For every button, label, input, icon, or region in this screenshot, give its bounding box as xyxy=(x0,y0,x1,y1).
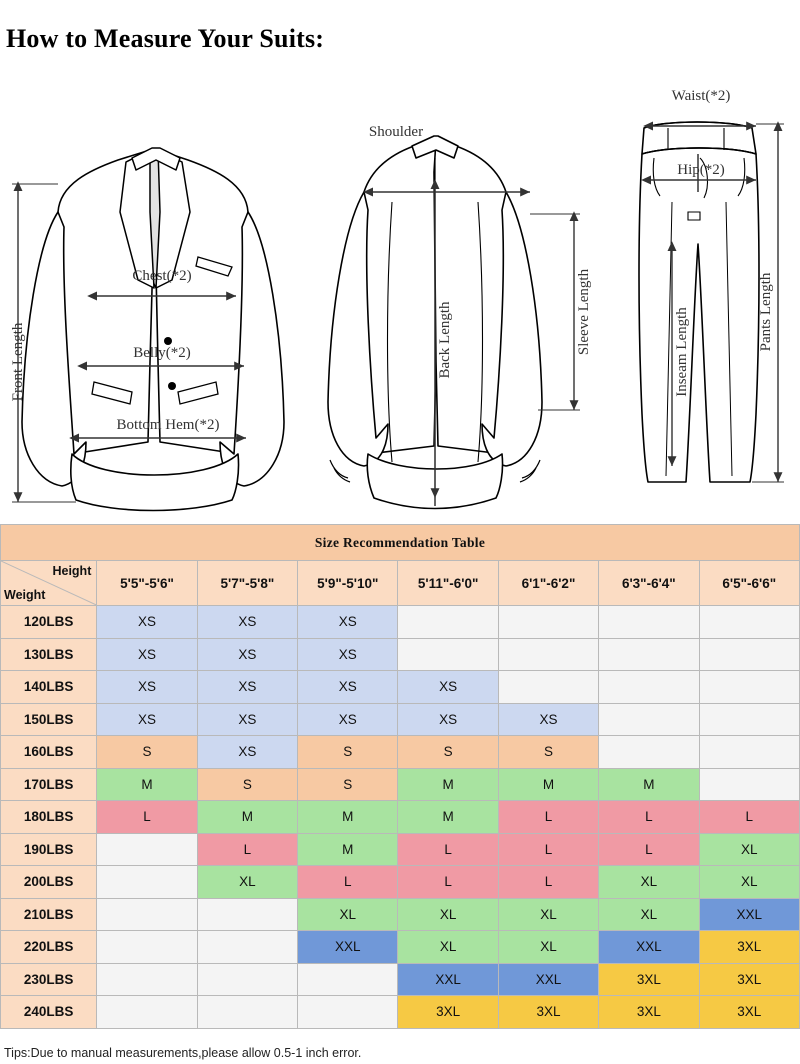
size-cell: XL xyxy=(599,898,699,931)
table-row xyxy=(1,996,800,1029)
label-sleeve-length: Sleeve Length xyxy=(576,268,592,356)
table-row xyxy=(1,768,800,801)
table-row xyxy=(1,638,800,671)
column-header: 6'1"-6'2" xyxy=(498,561,598,606)
table-row xyxy=(1,931,800,964)
tip-text: Tips:Due to manual measurements,please allow 0.5-1 inch error. xyxy=(4,1046,362,1060)
size-cell: S xyxy=(498,736,598,769)
size-cell: XL xyxy=(197,866,297,899)
size-cell: M xyxy=(398,801,498,834)
size-cell: M xyxy=(498,768,598,801)
size-cell: XS xyxy=(197,736,297,769)
row-header-weight: 160LBS xyxy=(1,736,97,769)
column-header: 5'7"-5'8" xyxy=(197,561,297,606)
size-cell: M xyxy=(197,801,297,834)
size-cell: XS xyxy=(197,638,297,671)
size-cell: XS xyxy=(97,606,197,639)
empty-cell xyxy=(599,703,699,736)
label-bottom-hem: Bottom Hem(*2) xyxy=(116,417,220,433)
table-corner-cell xyxy=(1,561,97,606)
empty-cell xyxy=(398,638,498,671)
empty-cell xyxy=(298,963,398,996)
label-waist: Waist(*2) xyxy=(671,88,731,104)
empty-cell xyxy=(197,931,297,964)
table-row xyxy=(1,671,800,704)
empty-cell xyxy=(699,671,799,704)
size-cell: XXL xyxy=(599,931,699,964)
size-cell: XS xyxy=(398,703,498,736)
empty-cell xyxy=(97,898,197,931)
row-header-weight: 190LBS xyxy=(1,833,97,866)
empty-cell xyxy=(398,606,498,639)
size-cell: XS xyxy=(97,671,197,704)
empty-cell xyxy=(498,671,598,704)
size-cell: 3XL xyxy=(699,931,799,964)
size-cell: XS xyxy=(298,606,398,639)
size-cell: M xyxy=(599,768,699,801)
empty-cell xyxy=(197,898,297,931)
empty-cell xyxy=(197,963,297,996)
size-cell: S xyxy=(298,768,398,801)
size-cell: 3XL xyxy=(398,996,498,1029)
row-header-weight: 180LBS xyxy=(1,801,97,834)
column-header: 6'3"-6'4" xyxy=(599,561,699,606)
size-cell: XL xyxy=(699,833,799,866)
table-body xyxy=(1,606,800,1029)
table-row xyxy=(1,866,800,899)
size-cell: XL xyxy=(398,898,498,931)
empty-cell xyxy=(599,606,699,639)
size-cell: S xyxy=(398,736,498,769)
size-cell: XS xyxy=(197,671,297,704)
size-cell: L xyxy=(599,833,699,866)
table-row xyxy=(1,606,800,639)
size-cell: L xyxy=(599,801,699,834)
label-pants-length: Pants Length xyxy=(758,272,774,352)
size-cell: XL xyxy=(398,931,498,964)
size-cell: 3XL xyxy=(498,996,598,1029)
size-cell: L xyxy=(97,801,197,834)
row-header-weight: 170LBS xyxy=(1,768,97,801)
table-row xyxy=(1,736,800,769)
size-recommendation-table xyxy=(0,524,800,1029)
size-cell: XS xyxy=(398,671,498,704)
empty-cell xyxy=(97,931,197,964)
size-cell: 3XL xyxy=(599,996,699,1029)
empty-cell xyxy=(197,996,297,1029)
size-cell: XL xyxy=(498,931,598,964)
size-cell: XS xyxy=(498,703,598,736)
row-header-weight: 240LBS xyxy=(1,996,97,1029)
size-cell: 3XL xyxy=(699,996,799,1029)
table-row xyxy=(1,703,800,736)
empty-cell xyxy=(97,866,197,899)
size-cell: XS xyxy=(298,671,398,704)
empty-cell xyxy=(699,703,799,736)
page-title: How to Measure Your Suits: xyxy=(6,24,325,53)
size-cell: XS xyxy=(97,638,197,671)
measurement-diagram xyxy=(0,62,800,512)
empty-cell xyxy=(599,638,699,671)
empty-cell xyxy=(97,996,197,1029)
row-header-weight: 230LBS xyxy=(1,963,97,996)
empty-cell xyxy=(699,736,799,769)
row-header-weight: 130LBS xyxy=(1,638,97,671)
empty-cell xyxy=(498,638,598,671)
size-recommendation-table-wrap xyxy=(0,524,800,1029)
row-header-weight: 120LBS xyxy=(1,606,97,639)
size-cell: XXL xyxy=(298,931,398,964)
size-cell: M xyxy=(298,833,398,866)
empty-cell xyxy=(699,638,799,671)
size-cell: S xyxy=(97,736,197,769)
table-header-row xyxy=(1,561,800,606)
empty-cell xyxy=(699,606,799,639)
size-cell: XS xyxy=(97,703,197,736)
row-header-weight: 150LBS xyxy=(1,703,97,736)
table-row xyxy=(1,898,800,931)
size-cell: L xyxy=(699,801,799,834)
empty-cell xyxy=(599,671,699,704)
size-cell: XS xyxy=(298,703,398,736)
size-cell: XL xyxy=(498,898,598,931)
label-back-length: Back Length xyxy=(437,301,453,379)
size-cell: XS xyxy=(197,606,297,639)
size-cell: M xyxy=(298,801,398,834)
column-header: 5'9"-5'10" xyxy=(298,561,398,606)
empty-cell xyxy=(699,768,799,801)
size-cell: L xyxy=(498,866,598,899)
size-cell: XXL xyxy=(699,898,799,931)
size-cell: XL xyxy=(699,866,799,899)
size-cell: 3XL xyxy=(599,963,699,996)
empty-cell xyxy=(97,833,197,866)
label-hip: Hip(*2) xyxy=(677,162,725,178)
row-header-weight: 140LBS xyxy=(1,671,97,704)
size-cell: XL xyxy=(298,898,398,931)
label-belly: Belly(*2) xyxy=(133,345,191,361)
empty-cell xyxy=(498,606,598,639)
size-cell: M xyxy=(398,768,498,801)
empty-cell xyxy=(599,736,699,769)
corner-weight-label: Weight xyxy=(4,588,46,602)
size-cell: XS xyxy=(197,703,297,736)
size-cell: XXL xyxy=(498,963,598,996)
column-header: 5'11"-6'0" xyxy=(398,561,498,606)
table-row xyxy=(1,833,800,866)
label-inseam-length: Inseam Length xyxy=(674,307,690,397)
empty-cell xyxy=(298,996,398,1029)
row-header-weight: 220LBS xyxy=(1,931,97,964)
label-shoulder: Shoulder xyxy=(368,124,424,140)
size-cell: M xyxy=(97,768,197,801)
table-row xyxy=(1,963,800,996)
size-cell: L xyxy=(498,801,598,834)
size-cell: S xyxy=(298,736,398,769)
label-front-length: Front Length xyxy=(10,322,26,402)
table-title: Size Recommendation Table xyxy=(1,525,800,561)
size-cell: XL xyxy=(599,866,699,899)
size-cell: XXL xyxy=(398,963,498,996)
size-cell: S xyxy=(197,768,297,801)
row-header-weight: 210LBS xyxy=(1,898,97,931)
size-cell: XS xyxy=(298,638,398,671)
column-header: 5'5"-5'6" xyxy=(97,561,197,606)
table-row xyxy=(1,801,800,834)
corner-height-label: Height xyxy=(52,564,92,578)
size-cell: 3XL xyxy=(699,963,799,996)
label-chest: Chest(*2) xyxy=(132,268,192,284)
size-cell: L xyxy=(197,833,297,866)
size-cell: L xyxy=(298,866,398,899)
column-header: 6'5"-6'6" xyxy=(699,561,799,606)
size-cell: L xyxy=(398,833,498,866)
size-cell: L xyxy=(398,866,498,899)
size-cell: L xyxy=(498,833,598,866)
empty-cell xyxy=(97,963,197,996)
row-header-weight: 200LBS xyxy=(1,866,97,899)
